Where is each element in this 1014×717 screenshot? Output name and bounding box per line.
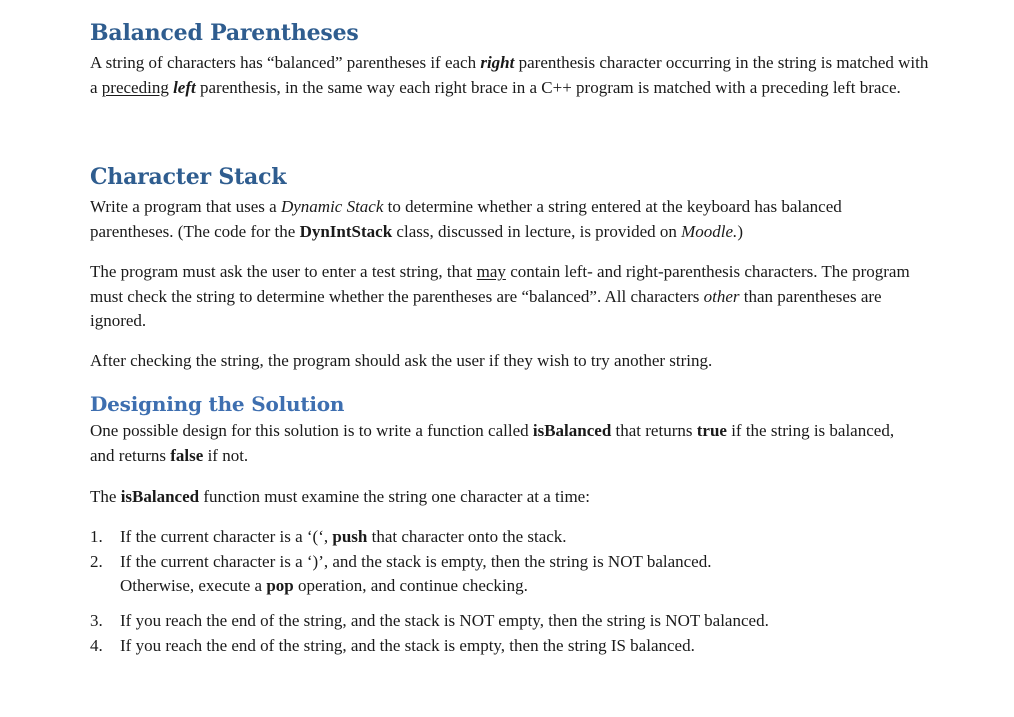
keyword-false: false	[170, 445, 204, 465]
emphasis-moodle: Moodle.	[681, 221, 738, 241]
text-run: if not.	[203, 445, 249, 465]
function-name-isbalanced: isBalanced	[532, 421, 612, 440]
text-run: Otherwise, execute a	[120, 576, 267, 595]
list-item	[90, 550, 970, 599]
stack-paragraph-3: After checking the string, the program should ask the user if they wish to try another string.	[90, 351, 713, 370]
keyword-pop: pop	[266, 576, 294, 595]
list-item	[90, 525, 970, 550]
text-run: If you reach the end of the string, and the stack is empty, then the string IS balanced.	[120, 635, 695, 655]
text-run: than parentheses are ignored.	[90, 286, 882, 330]
underline-preceding: preceding	[101, 77, 169, 97]
text-run: Write a program that uses a	[90, 197, 281, 216]
stack-paragraph-2	[90, 260, 920, 334]
intro-paragraph	[90, 51, 930, 100]
text-run: parenthesis character occurring in the string is matched with a	[90, 53, 929, 97]
list-number: 1.	[90, 527, 103, 546]
text-run: function must examine the string one character at a time:	[199, 487, 590, 506]
list-number: 3.	[90, 611, 103, 630]
keyword-push: push	[332, 527, 368, 546]
list-number: 4.	[90, 635, 103, 655]
text-run: if the string is balanced, and returns	[90, 421, 895, 465]
text-run: If the current character is a ‘(‘,	[120, 527, 333, 546]
list-item	[90, 609, 970, 634]
list-item	[90, 634, 970, 659]
emphasis-right: right	[480, 53, 515, 72]
heading-designing-solution: Designing the Solution	[90, 392, 345, 416]
underline-may: may	[476, 262, 506, 281]
text-run: contain left- and right-parenthesis characters. The program must check the string to determine whether the parentheses are “balanced”. All characters	[90, 262, 910, 306]
design-paragraph-2	[90, 485, 930, 510]
heading-balanced-parentheses: Balanced Parentheses	[90, 20, 359, 46]
emphasis-dynamic-stack: Dynamic Stack	[280, 197, 384, 216]
function-name-isbalanced: isBalanced	[120, 487, 200, 506]
text-run: )	[737, 221, 743, 241]
stack-paragraph-1	[90, 195, 920, 244]
steps-list-b	[90, 609, 970, 658]
emphasis-left: left	[173, 77, 196, 97]
emphasis-other: other	[703, 286, 740, 306]
text-run: to determine whether a string entered at the keyboard has balanced parentheses. (The code for the	[90, 197, 842, 241]
text-run: that returns	[611, 421, 697, 440]
text-run: A string of characters has “balanced” parentheses if each	[90, 53, 481, 72]
text-run: class, discussed in lecture, is provided on	[392, 221, 682, 241]
keyword-true: true	[696, 421, 727, 440]
text-run: operation, and continue checking.	[293, 576, 528, 595]
text-run: If you reach the end of the string, and the stack is NOT empty, then the string is NOT balanced.	[120, 611, 769, 630]
text-run: that character onto the stack.	[367, 527, 567, 546]
text-run: The program must ask the user to enter a test string, that	[90, 262, 477, 281]
text-run: parenthesis, in the same way each right brace in a C++ program is matched with a preceding left brace.	[195, 77, 901, 97]
text-run: The	[90, 487, 121, 506]
steps-list-a	[90, 525, 970, 599]
text-run: If the current character is a ‘)’, and the stack is empty, then the string is NOT balanced.	[120, 551, 712, 571]
heading-character-stack: Character Stack	[90, 164, 287, 190]
text-run: One possible design for this solution is to write a function called	[90, 421, 533, 440]
class-name-dynintstack: DynIntStack	[299, 221, 393, 241]
list-number: 2.	[90, 551, 103, 571]
design-paragraph-1	[90, 419, 905, 468]
